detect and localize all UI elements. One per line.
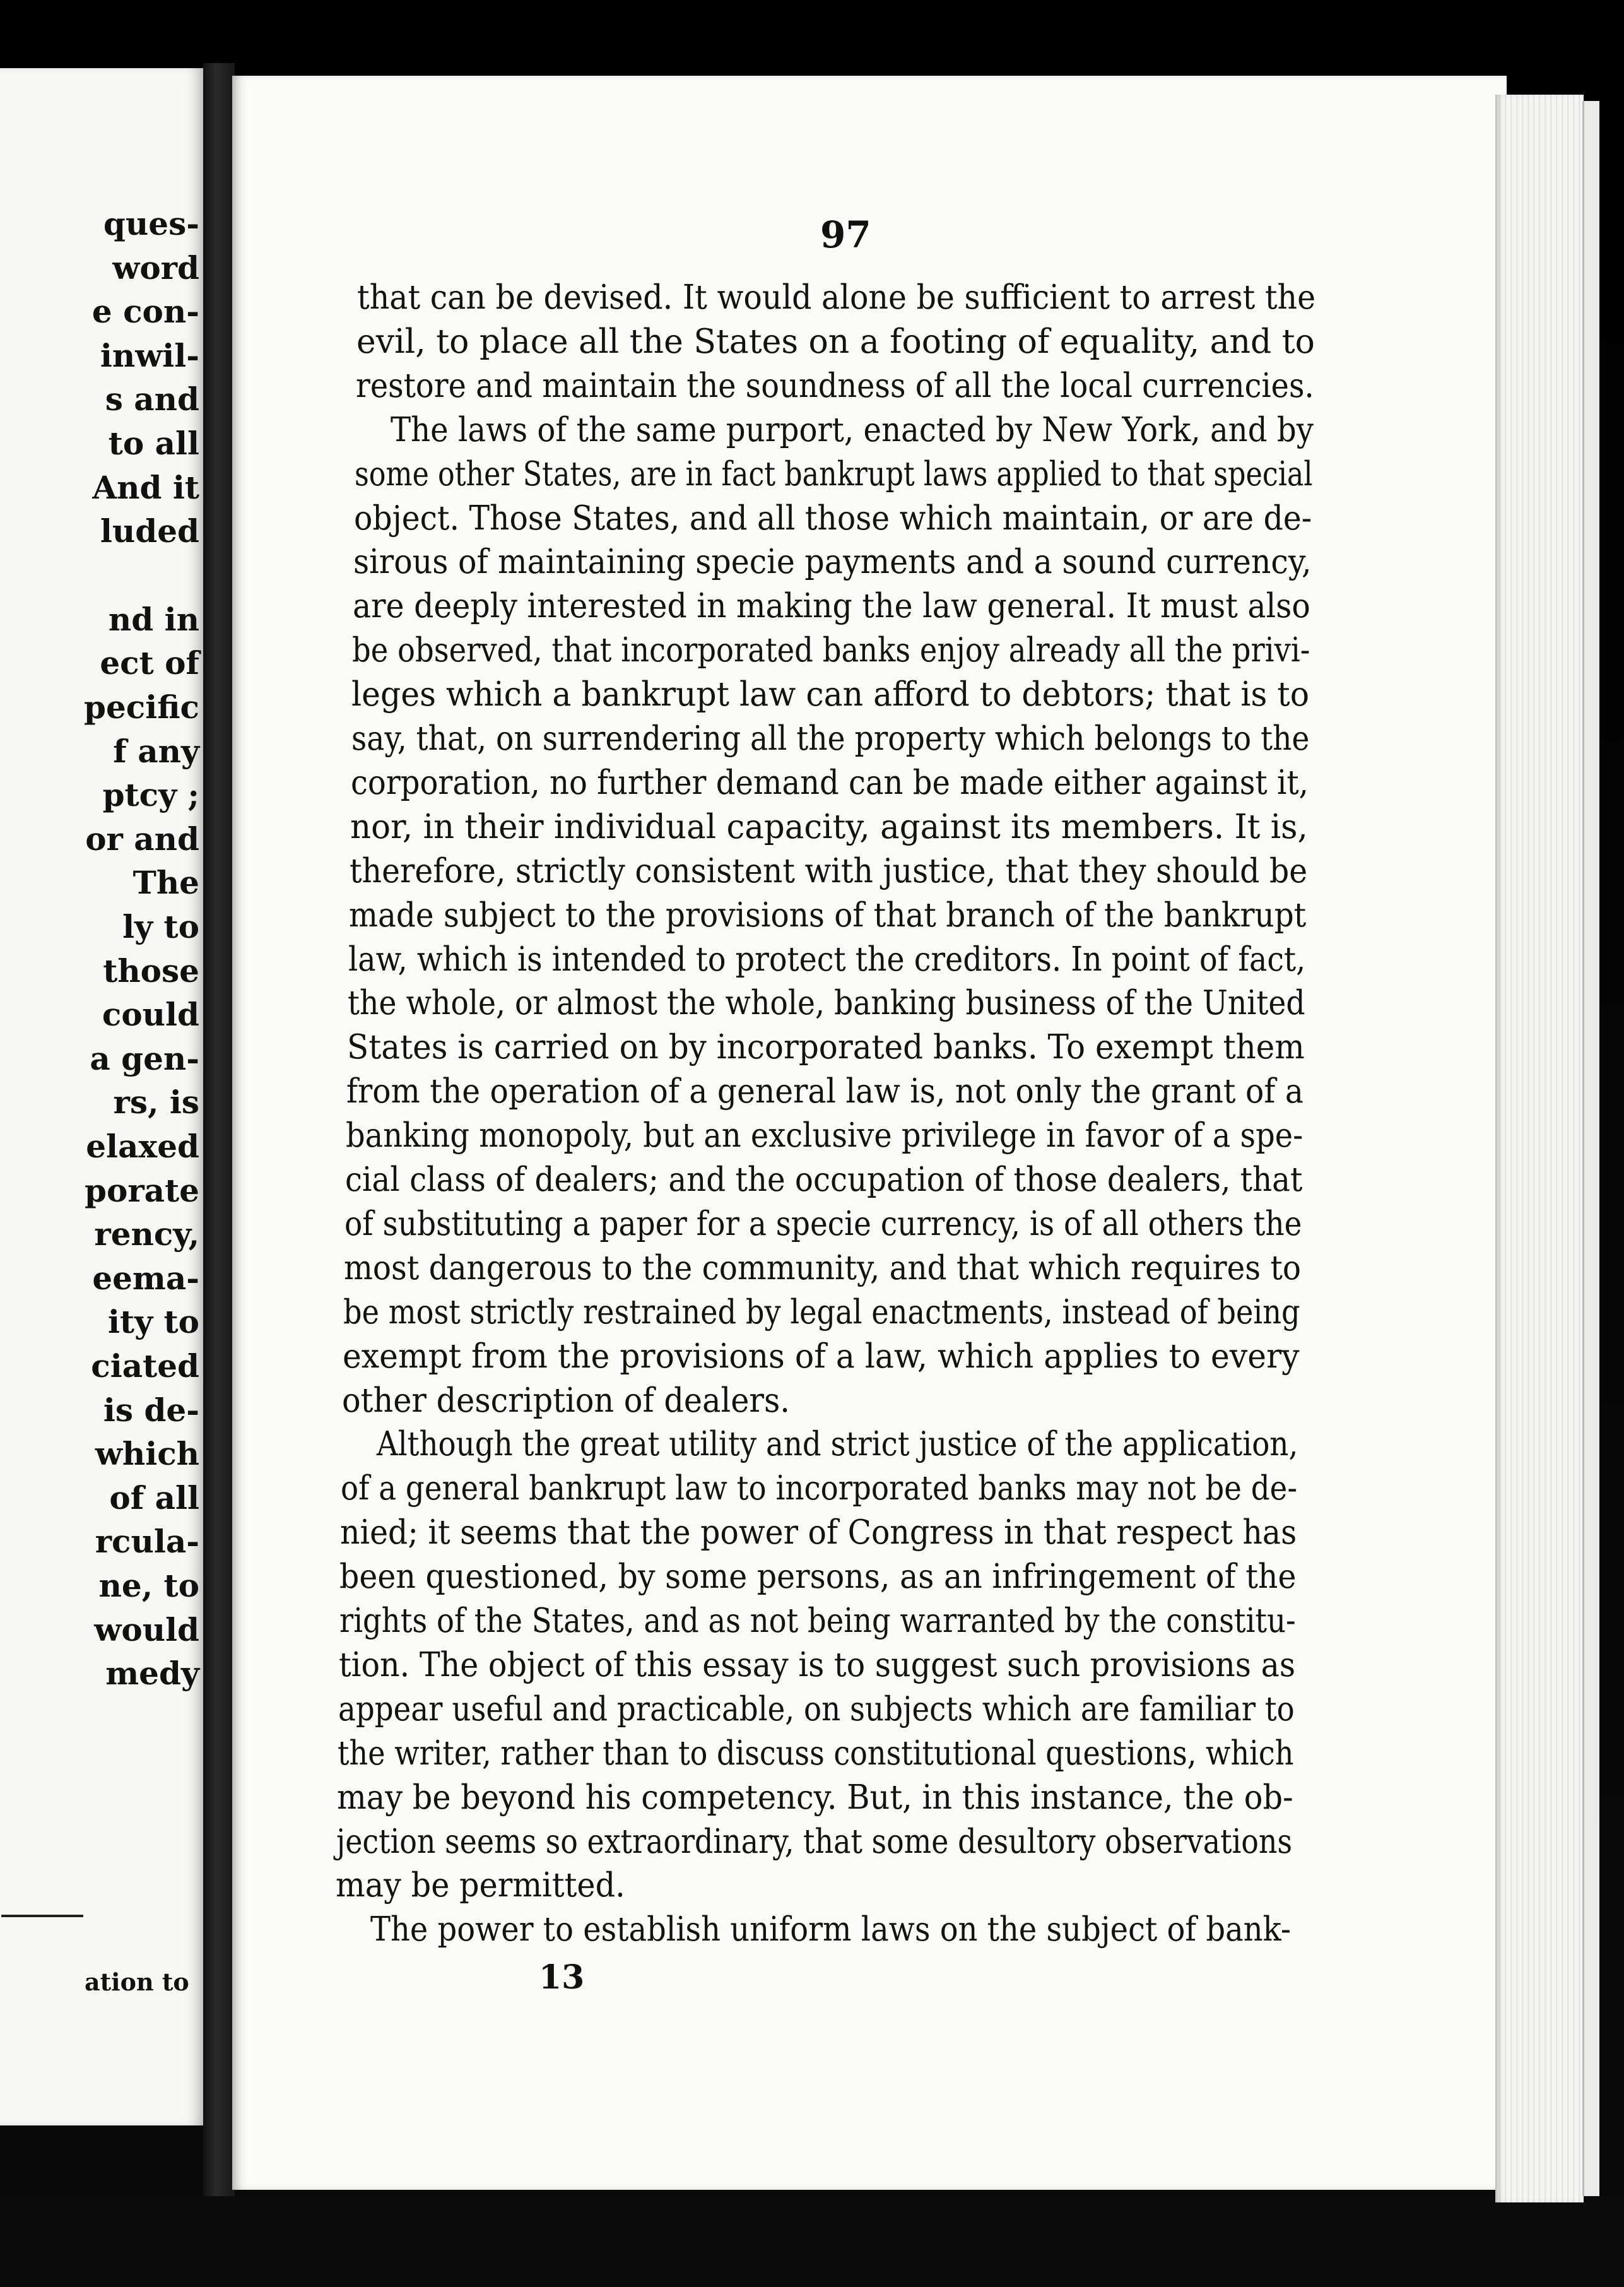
body-line: may be beyond his competency. But, in this instance, the ob- [336,1778,1293,1817]
body-line: corporation, no further demand can be made either against it, [350,763,1309,802]
left-page-line: of all [109,1479,199,1516]
body-line: been questioned, by some persons, as an infringement of the [339,1557,1297,1597]
body-line: are deeply interested in making the law general. It must also [353,587,1311,626]
left-page-line: word [112,249,199,287]
body-line: exempt from the provisions of a law, which applies to every [343,1337,1300,1376]
left-page-footnote: ation to [85,1968,189,1996]
body-line: cial class of dealers; and the occupation of those dealers, that [345,1161,1303,1199]
body-line: sirous of maintaining specie payments and a sound currency, [353,543,1312,582]
body-line: rights of the States, and as not being warranted by the constitu- [339,1602,1296,1640]
body-line: The laws of the same purport, enacted by New York, and by [391,410,1314,449]
left-page-line: ity to [108,1303,199,1341]
left-page-line: ect of [100,644,199,682]
body-line: most dangerous to the community, and that which requires to [344,1248,1302,1287]
left-page-line: luded [100,512,199,550]
left-page-line: or and [85,820,199,858]
left-page-line: ptcy ; [102,776,199,814]
body-line: object. Those States, and all those which maintain, or are de- [354,499,1312,538]
left-page-line: elaxed [86,1128,199,1165]
left-page-line: The [132,864,199,902]
body-line: law, which is intended to protect the creditors. In point of fact, [348,940,1306,979]
body-line: some other States, are in fact bankrupt laws applied to that special [355,454,1313,493]
body-line: States is carried on by incorporated banks. To exempt them [346,1028,1305,1067]
body-line: therefore, strictly consistent with justice, that they should be [349,851,1307,890]
left-page-line: pecific [83,688,199,726]
body-line: leges which a bankrupt law can afford to debtors; that is to [351,675,1310,714]
left-page-line: which [95,1435,199,1473]
left-page-line: ciated [91,1347,199,1385]
left-page-line: rency, [94,1215,199,1253]
page-number: 97 [820,213,871,256]
body-line: that can be devised. It would alone be sufficient to arrest the [357,278,1316,317]
body-line: restore and maintain the soundness of all the local currencies. [356,366,1314,405]
left-page-line: ques- [103,205,199,242]
body-line: be most strictly restrained by legal enactments, instead of being [343,1292,1300,1332]
body-line: Although the great utility and strict justice of the application, [377,1425,1298,1464]
body-line: evil, to place all the States on a footing of equality, and to [356,322,1315,361]
body-line: of a general bankrupt law to incorporated banks may not be de- [341,1469,1298,1508]
body-line: nied; it seems that the power of Congress in that respect has [340,1513,1297,1552]
body-line: tion. The object of this essay is to suggest such provisions as [338,1645,1295,1684]
body-line: The power to establish uniform laws on the subject of bank- [370,1910,1291,1949]
left-page-line: e con- [91,293,199,331]
left-page-line: And it [92,468,199,506]
body-line: the whole, or almost the whole, banking business of the United [347,984,1305,1023]
signature-mark: 13 [539,1958,585,1997]
body-line: made subject to the provisions of that branch of the bankrupt [348,895,1306,935]
body-line: from the operation of a general law is, not only the grant of a [346,1072,1303,1111]
left-page-line: those [103,952,199,990]
body-line: may be permitted. [335,1866,625,1905]
left-page-line: inwil- [100,336,199,374]
left-page-line: medy [105,1655,199,1693]
left-page-line: ly to [122,908,199,945]
body-line: be observed, that incorporated banks enjoy already all the privi- [352,631,1310,670]
left-page-line: ne, to [98,1567,199,1604]
left-page-line: rcula- [95,1523,199,1561]
body-line: of substituting a paper for a specie currency, is of all others the [344,1204,1302,1243]
left-page-line: to all [108,425,199,462]
body-line: banking monopoly, but an exclusive privilege in favor of a spe- [345,1116,1303,1155]
body-line: jection seems so extraordinary, that some desultory observations [336,1822,1292,1861]
left-page-line: could [102,996,199,1034]
left-page-line: porate [85,1171,199,1209]
left-page-line: s and [105,381,199,418]
left-page-line: would [94,1610,199,1648]
left-page-line: f any [113,732,199,770]
body-line: the writer, rather than to discuss constitutional questions, which [337,1734,1294,1773]
body-line: say, that, on surrendering all the property which belongs to the [351,719,1309,758]
left-page-line: a gen- [90,1039,199,1077]
left-page-line: is de- [103,1391,199,1429]
left-page-line: nd in [108,600,199,638]
left-page-line: rs, is [113,1084,199,1121]
body-line: appear useful and practicable, on subjects which are familiar to [338,1689,1295,1729]
body-line: nor, in their individual capacity, against its members. It is, [350,807,1308,846]
left-page-line: eema- [92,1259,199,1297]
body-line: other description of dealers. [342,1381,791,1420]
